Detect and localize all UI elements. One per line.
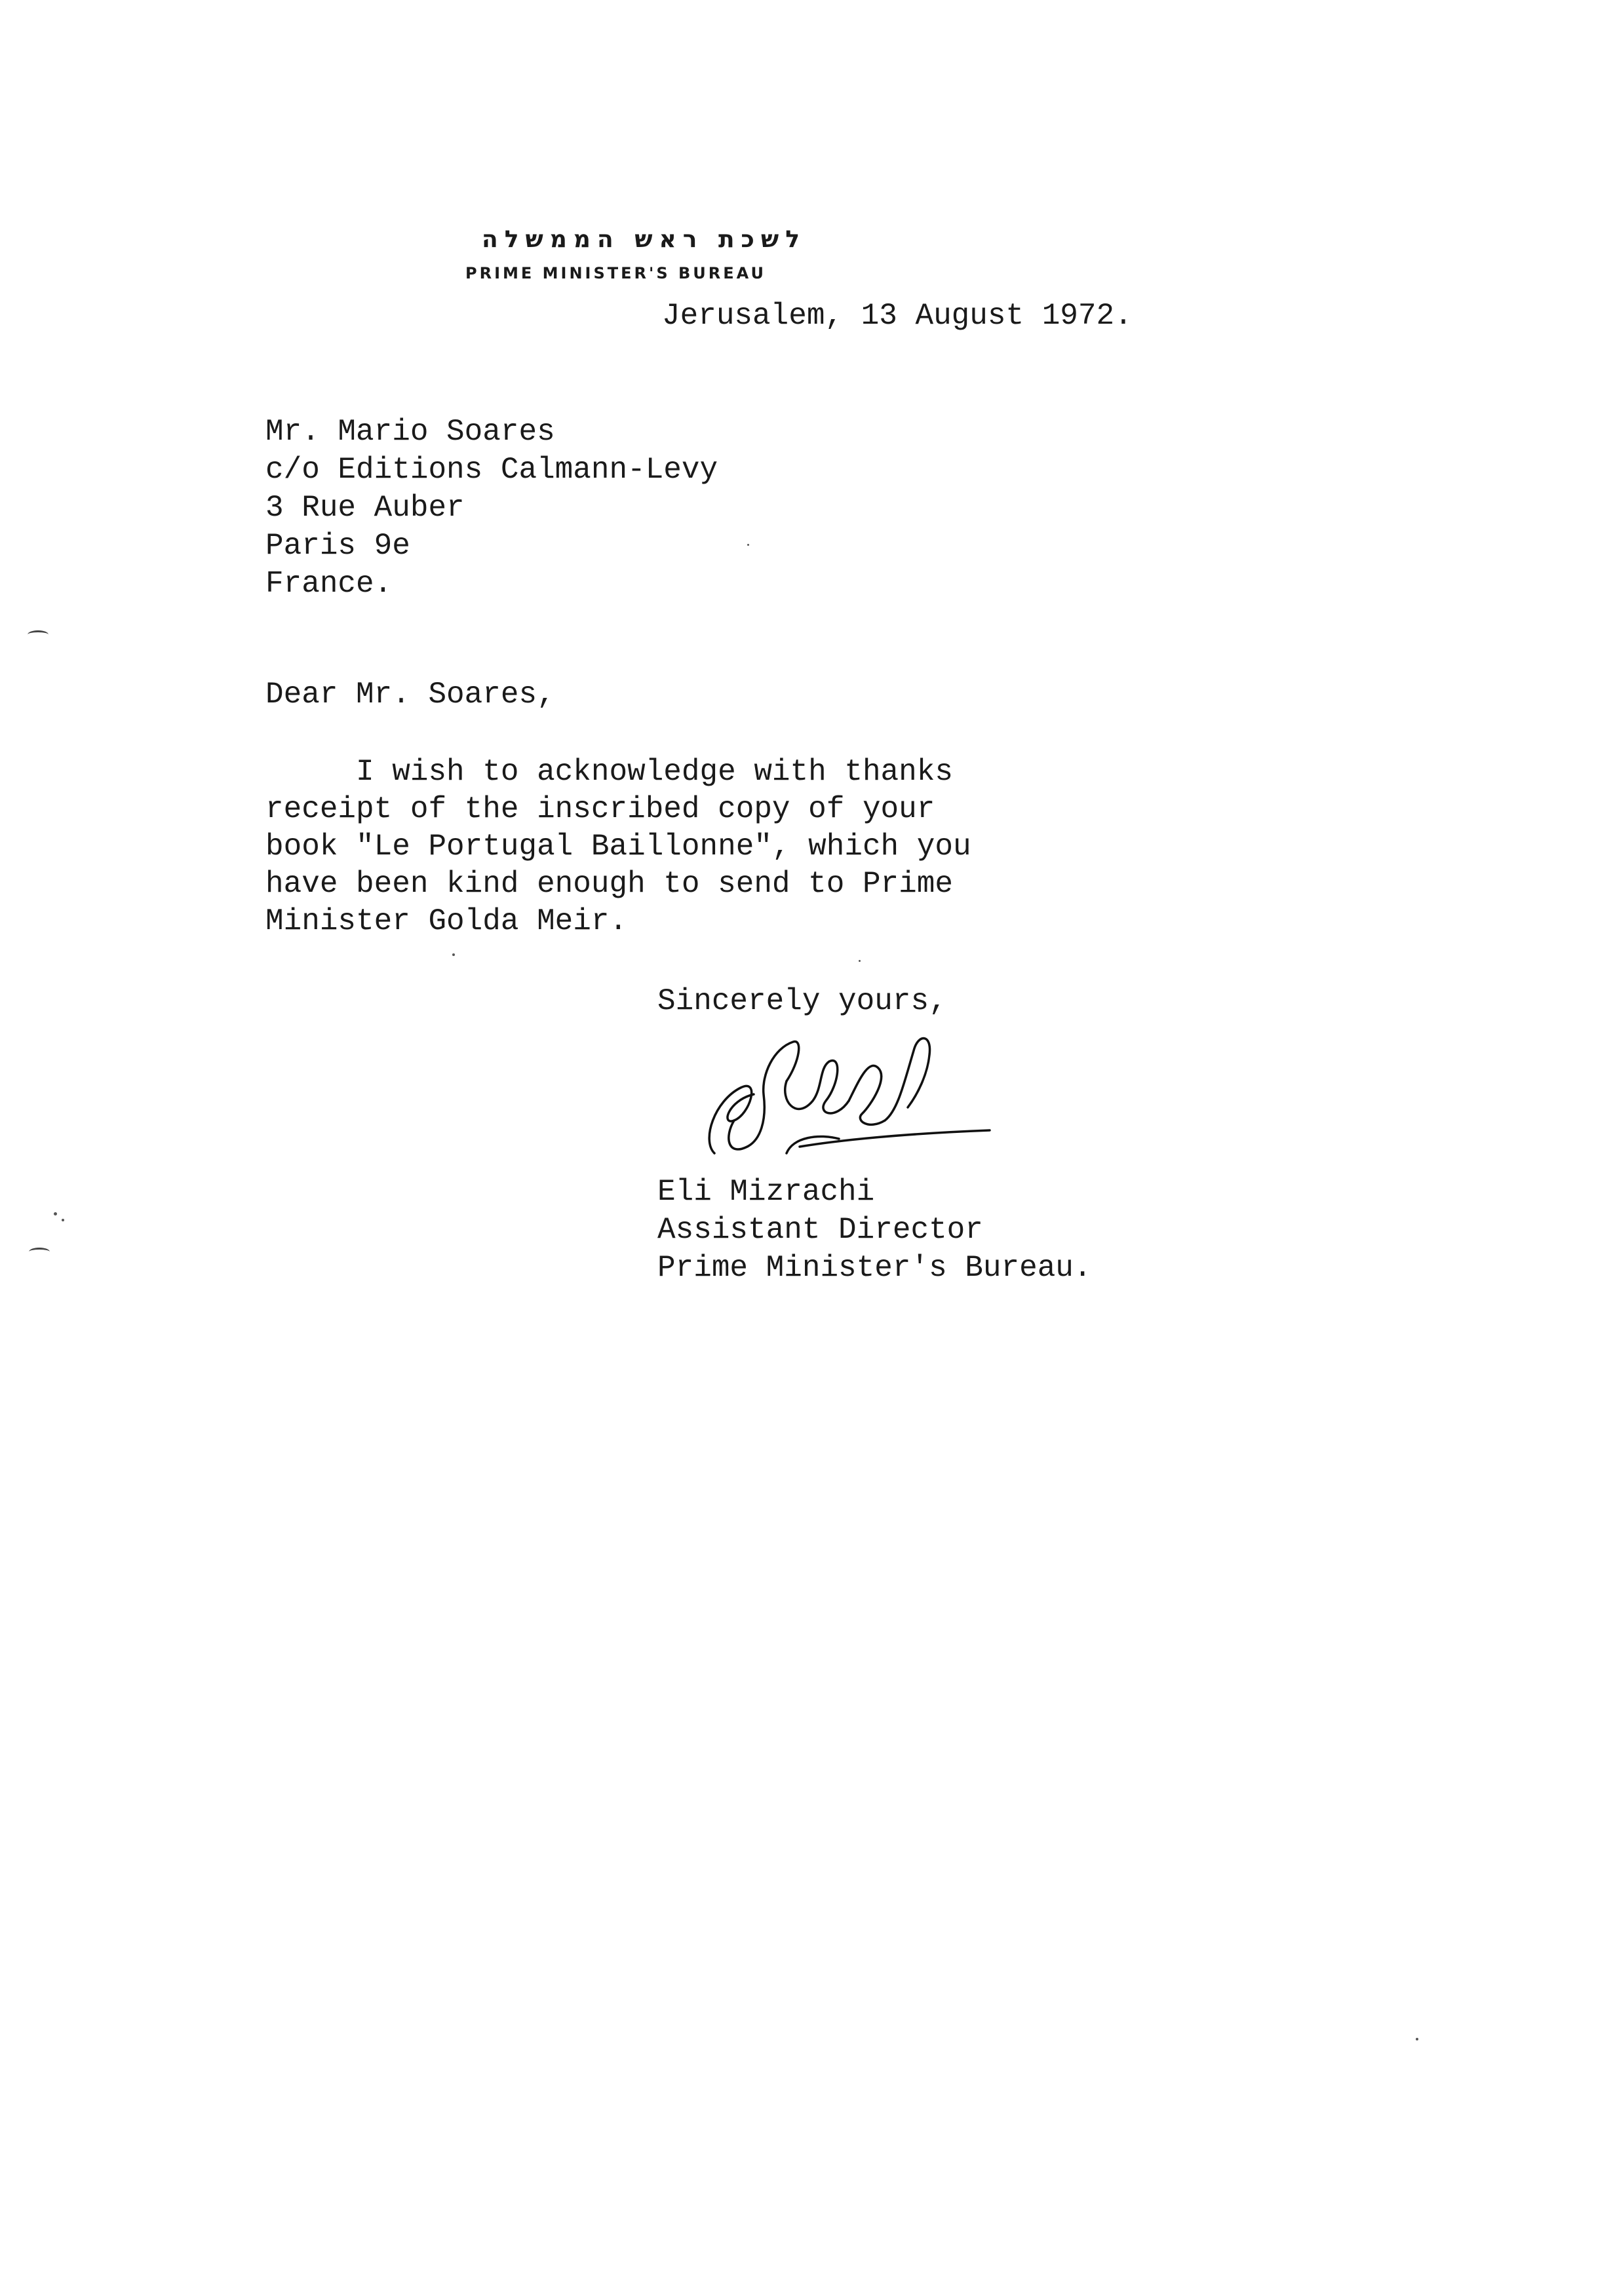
- handwritten-signature: [688, 1022, 1016, 1173]
- body-line: book "Le Portugal Baillonne", which you: [265, 830, 971, 864]
- scan-speck: [62, 1219, 64, 1221]
- scan-mark: [28, 630, 49, 639]
- recipient-address: [265, 413, 718, 603]
- signer-block: [657, 1173, 1092, 1287]
- date-line: Jerusalem, 13 August 1972.: [662, 299, 1133, 333]
- body-line: Minister Golda Meir.: [265, 904, 628, 938]
- signer-title: Assistant Director: [657, 1213, 983, 1247]
- scan-mark: [29, 1248, 50, 1256]
- body-line: have been kind enough to send to Prime: [265, 867, 953, 901]
- signer-name: Eli Mizrachi: [657, 1175, 875, 1209]
- recipient-city: Paris 9e: [265, 529, 410, 563]
- signer-office: Prime Minister's Bureau.: [657, 1251, 1092, 1285]
- letterhead-hebrew: לשכת ראש הממשלה: [482, 226, 806, 253]
- recipient-care-of: c/o Editions Calmann-Levy: [265, 453, 718, 487]
- scan-speck: [452, 953, 455, 956]
- scan-speck: [859, 960, 861, 962]
- recipient-country: France.: [265, 567, 393, 601]
- scan-speck: [1416, 2038, 1418, 2040]
- closing: Sincerely yours,: [657, 984, 947, 1018]
- scan-speck: [747, 544, 749, 546]
- letterhead-english: PRIME MINISTER'S BUREAU: [465, 264, 766, 282]
- body-paragraph: [265, 754, 971, 940]
- body-line: I wish to acknowledge with thanks: [265, 755, 953, 789]
- recipient-street: 3 Rue Auber: [265, 491, 465, 525]
- body-line: receipt of the inscribed copy of your: [265, 792, 935, 826]
- salutation: Dear Mr. Soares,: [265, 678, 555, 712]
- recipient-name: Mr. Mario Soares: [265, 415, 555, 449]
- scan-speck: [54, 1212, 57, 1215]
